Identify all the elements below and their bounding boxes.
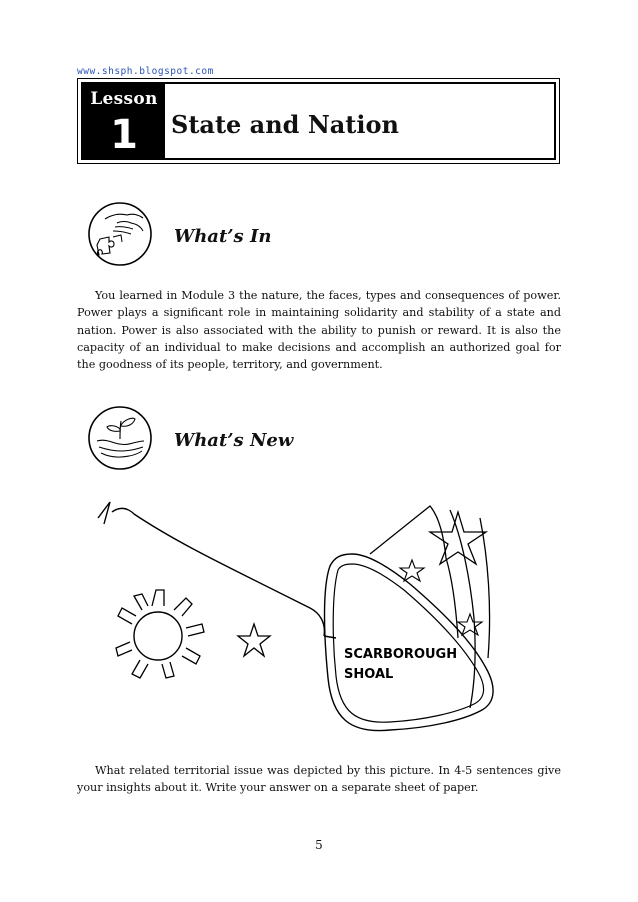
illustration-label-line1: SCARBOROUGH (344, 647, 458, 662)
page-number: 5 (315, 838, 323, 852)
lesson-title: State and Nation (171, 110, 399, 139)
whats-in-heading: What’s In (174, 226, 272, 247)
whats-in-paragraph (77, 287, 561, 373)
whats-in-text: You learned in Module 3 the nature, the faces, types and consequences of power. Power plays a significant role in maintaining solidarity and stability of a state and nation. Power is also associated with the ability to punish or reward. It is also the capacity of an individual to make decisions and accomplish an authorized goal for the goodness of its people, territory, and government. (77, 289, 561, 372)
sun-icon (116, 590, 204, 678)
lesson-header-frame (81, 82, 556, 160)
lesson-number: 1 (110, 112, 138, 158)
hands-sprout-icon (87, 405, 153, 471)
whats-new-question (77, 762, 561, 797)
lesson-header (77, 78, 560, 164)
whats-new-text: What related territorial issue was depicted by this picture. In 4-5 sentences give your insights about it. Write your answer on a separate sheet of paper. (77, 764, 561, 795)
whats-new-heading: What’s New (174, 430, 294, 451)
star-icon (238, 624, 270, 656)
star-icon (458, 614, 482, 635)
watermark-url[interactable]: www.shsph.blogspot.com (77, 66, 214, 77)
lesson-label: Lesson (90, 89, 158, 109)
hand-puzzle-icon (87, 201, 153, 267)
lesson-badge (83, 84, 165, 158)
star-icon (400, 560, 424, 581)
scarborough-shoal-illustration (90, 498, 552, 753)
illustration-label-line2: SHOAL (344, 667, 394, 682)
